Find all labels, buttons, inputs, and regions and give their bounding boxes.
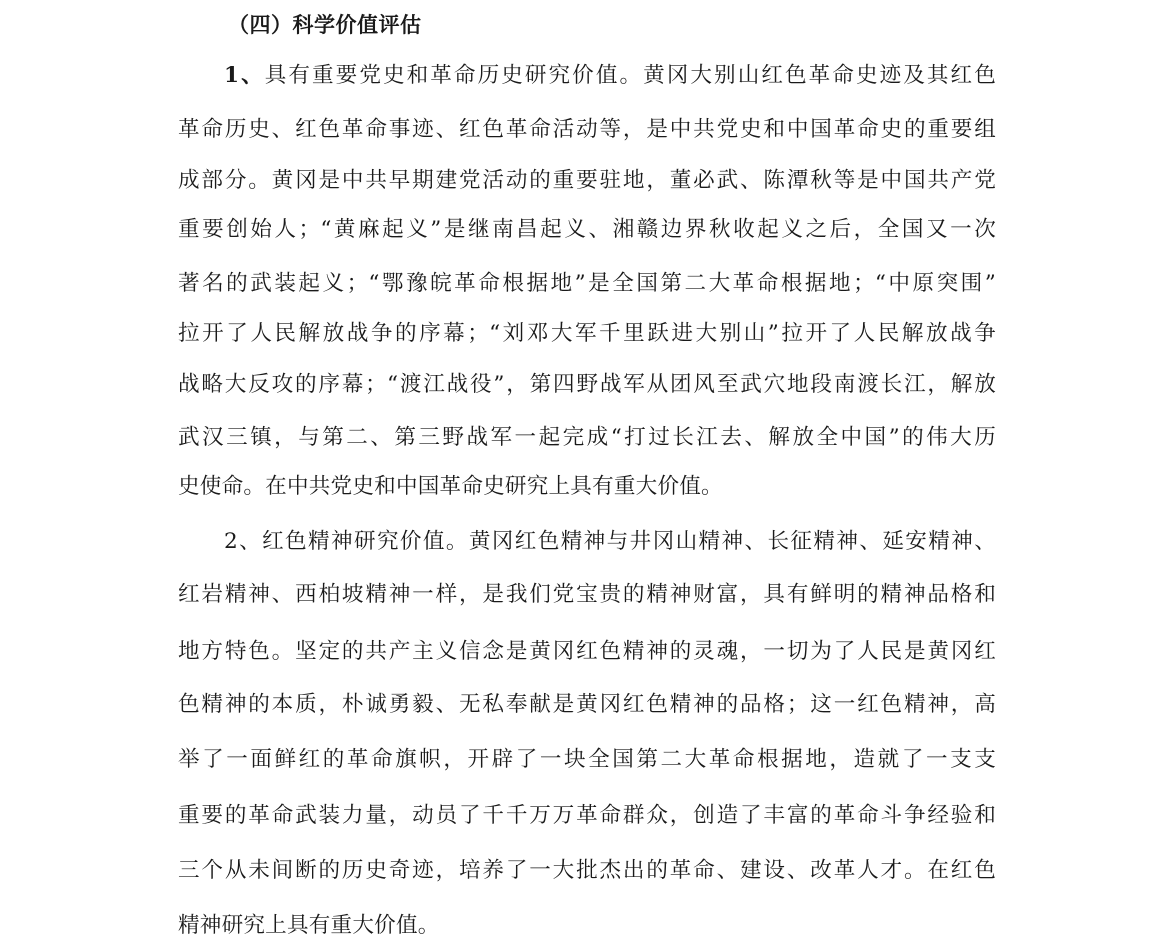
paragraph-1-number: 1、 bbox=[224, 63, 265, 88]
paragraph-1-line-1 bbox=[224, 56, 996, 96]
paragraph-1-line-6: 拉开了人民解放战争的序幕；“刘邓大军千里跃进大别山”拉开了人民解放战争 bbox=[178, 321, 996, 346]
paragraph-2-line-8: 精神研究上具有重大价值。 bbox=[178, 913, 440, 938]
paragraph-2-line-6: 重要的革命武装力量，动员了千千万万革命群众，创造了丰富的革命斗争经验和 bbox=[178, 803, 996, 828]
paragraph-1-line-9: 史使命。在中共党史和中国革命史研究上具有重大价值。 bbox=[178, 474, 723, 499]
paragraph-1-line-8: 武汉三镇，与第二、第三野战军一起完成“打过长江去、解放全中国”的伟大历 bbox=[178, 425, 996, 450]
paragraph-2-line-3: 地方特色。坚定的共产主义信念是黄冈红色精神的灵魂，一切为了人民是黄冈红 bbox=[178, 639, 996, 664]
paragraph-2-line-4: 色精神的本质，朴诚勇毅、无私奉献是黄冈红色精神的品格；这一红色精神，高 bbox=[178, 692, 996, 717]
paragraph-1-line-7: 战略大反攻的序幕；“渡江战役”，第四野战军从团风至武穴地段南渡长江，解放 bbox=[178, 372, 996, 397]
paragraph-2-line-1: 2、红色精神研究价值。黄冈红色精神与井冈山精神、长征精神、延安精神、 bbox=[224, 529, 996, 554]
section-heading: （四）科学价值评估 bbox=[228, 13, 422, 37]
paragraph-1-line-3: 成部分。黄冈是中共早期建党活动的重要驻地，董必武、陈潭秋等是中国共产党 bbox=[178, 168, 996, 193]
paragraph-1-line-2: 革命历史、红色革命事迹、红色革命活动等，是中共党史和中国革命史的重要组 bbox=[178, 117, 996, 142]
paragraph-1-line-1-text: 具有重要党史和革命历史研究价值。黄冈大别山红色革命史迹及其红色 bbox=[264, 63, 996, 88]
paragraph-1-line-5: 著名的武装起义；“鄂豫皖革命根据地”是全国第二大革命根据地；“中原突围” bbox=[178, 271, 996, 296]
paragraph-2-line-5: 举了一面鲜红的革命旗帜，开辟了一块全国第二大革命根据地，造就了一支支 bbox=[178, 747, 996, 772]
paragraph-2-line-7: 三个从未间断的历史奇迹，培养了一大批杰出的革命、建设、改革人才。在红色 bbox=[178, 858, 996, 883]
paragraph-2-line-2: 红岩精神、西柏坡精神一样，是我们党宝贵的精神财富，具有鲜明的精神品格和 bbox=[178, 582, 996, 607]
paragraph-1-line-4: 重要创始人；“黄麻起义”是继南昌起义、湘赣边界秋收起义之后，全国又一次 bbox=[178, 217, 996, 242]
